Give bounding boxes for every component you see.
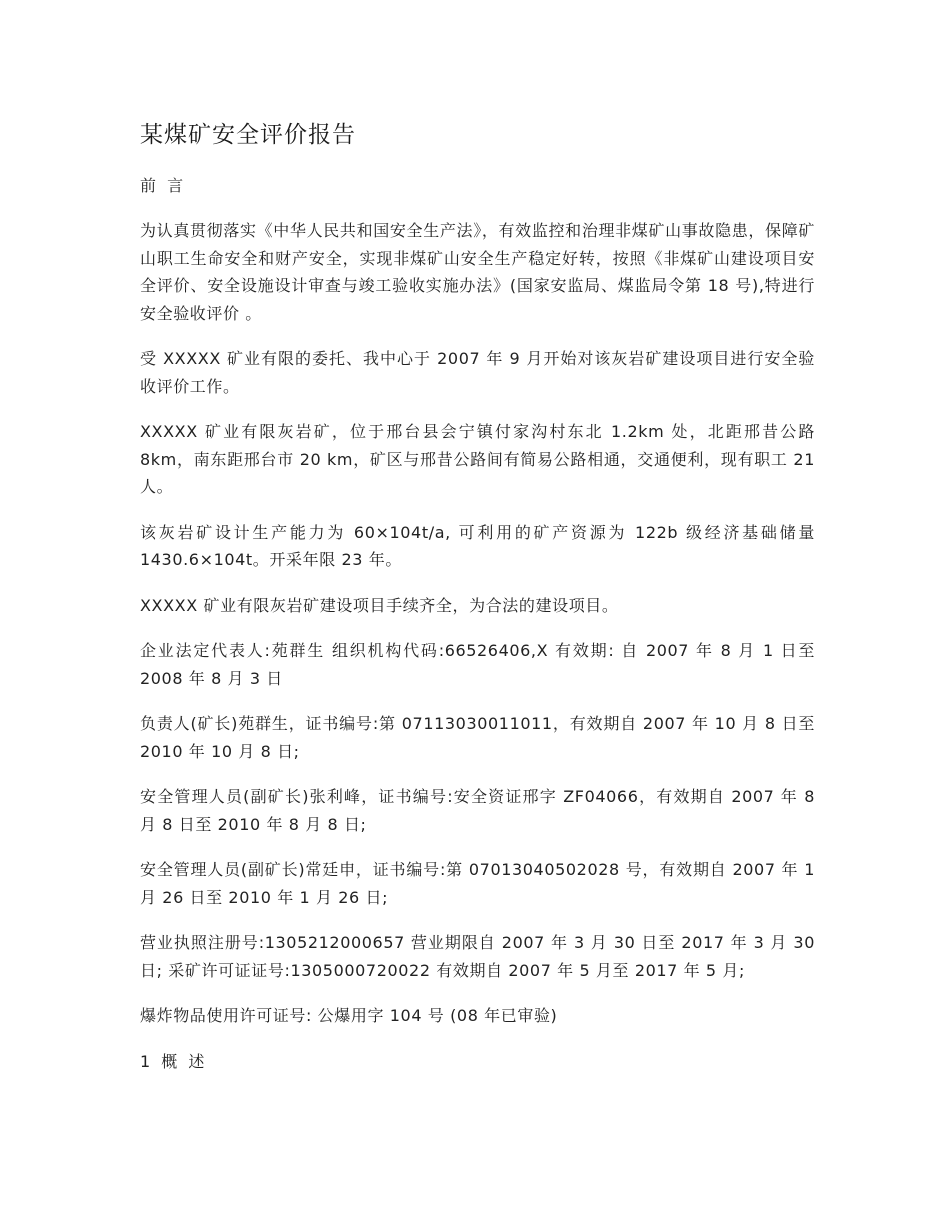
paragraph-location: XXXXX 矿业有限灰岩矿，位于邢台县会宁镇付家沟村东北 1.2km 处，北距邢昔公路 8km，南东距邢台市 20 km，矿区与邢昔公路间有简易公路相通，交通便利，现有职工 21 人。	[140, 422, 815, 496]
paragraph-licenses: 营业执照注册号:1305212000657 营业期限自 2007 年 3 月 30 日至 2017 年 3 月 30 日; 采矿许可证证号:1305000720022 有效期自 2007 年 5 月至 2017 年 5 月;	[140, 933, 815, 980]
paragraph-legal-representative: 企业法定代表人:苑群生 组织机构代码:66526406,X 有效期: 自 2007 年 8 月 1 日至 2008 年 8 月 3 日	[140, 641, 815, 688]
paragraph-legality: XXXXX 矿业有限灰岩矿建设项目手续齐全，为合法的建设项目。	[140, 595, 619, 615]
paragraph-mine-manager: 负责人(矿长)苑群生，证书编号:第 07113030011011，有效期自 2007 年 10 月 8 日至 2010 年 10 月 8 日;	[140, 714, 815, 761]
preface-heading: 前 言	[140, 176, 187, 195]
paragraph-safety-manager-1: 安全管理人员(副矿长)张利峰，证书编号:安全资证邢字 ZF04066，有效期自 2007 年 8 月 8 日至 2010 年 8 月 8 日;	[140, 787, 815, 834]
paragraph-safety-manager-2: 安全管理人员(副矿长)常廷申，证书编号:第 07013040502028 号，有效期自 2007 年 1 月 26 日至 2010 年 1 月 26 日;	[140, 860, 815, 907]
paragraph-commission: 受 XXXXX 矿业有限的委托、我中心于 2007 年 9 月开始对该灰岩矿建设项目进行安全验收评价工作。	[140, 349, 815, 396]
paragraph-capacity: 该灰岩矿设计生产能力为 60×104t/a, 可利用的矿产资源为 122b 级经济基础储量 1430.6×104t。开采年限 23 年。	[140, 522, 815, 569]
document-title: 某煤矿安全评价报告	[140, 122, 356, 148]
section-heading-overview: 1 概 述	[140, 1051, 208, 1071]
document-body	[140, 118, 815, 1093]
paragraph-purpose: 为认真贯彻落实《中华人民共和国安全生产法》，有效监控和治理非煤矿山事故隐患，保障矿山职工生命安全和财产安全，实现非煤矿山安全生产稳定好转，按照《非煤矿山建设项目安全评价、安全设施设计审查与竣工验收实施办法》(国家安监局、煤监局令第 18 号),特进行安全验收评价 。	[140, 221, 815, 323]
paragraph-explosives-permit: 爆炸物品使用许可证号: 公爆用字 104 号 (08 年已审验)	[140, 1006, 558, 1025]
